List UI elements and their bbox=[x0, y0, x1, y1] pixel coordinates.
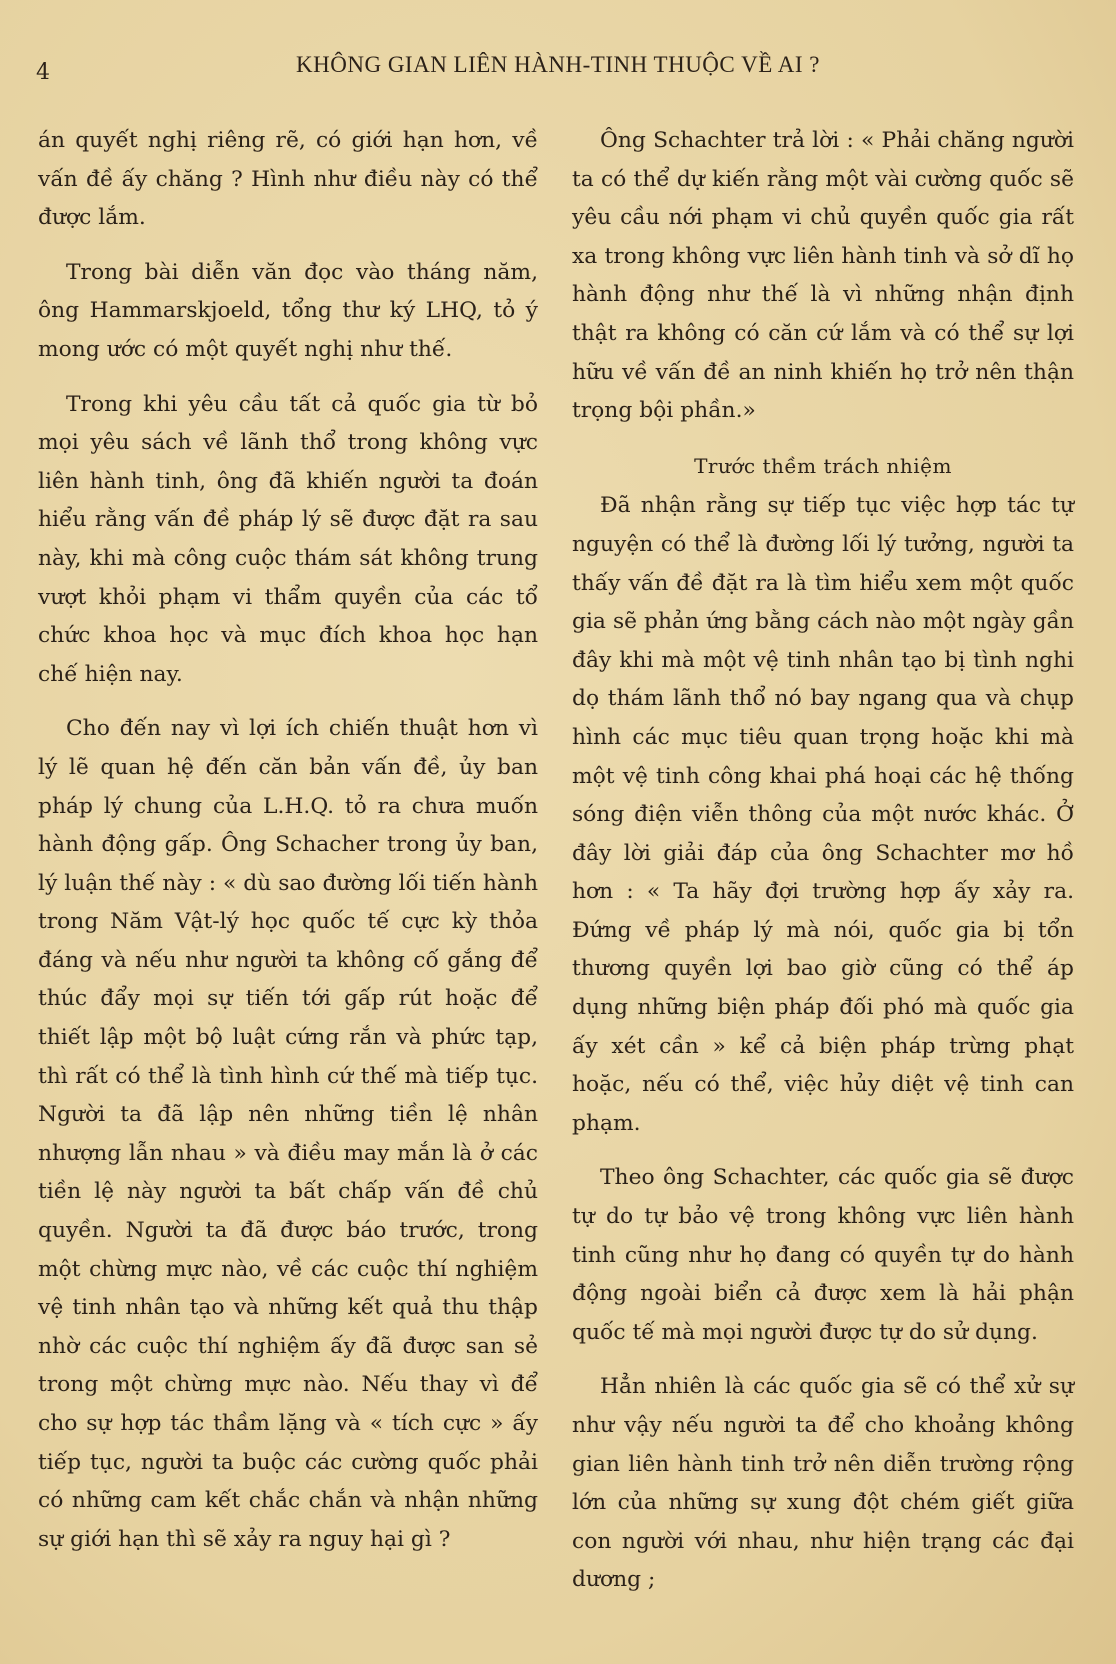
paragraph: Đã nhận rằng sự tiếp tục việc hợp tác tự nguyện có thể là đường lối lý tưởng, người ta thấy vấn đề đặt ra là tìm hiểu xem một quốc gia sẽ phản ứng bằng cách nào một ngày gần đây khi mà một vệ tinh nhân tạo bị tình nghi dọ thám lãnh thổ nó bay ngang qua và chụp hình các mục tiêu quan trọng hoặc khi mà một vệ tinh công khai phá hoại các hệ thống sóng điện viễn thông của một nước khác. Ở đây lời giải đáp của ông Schachter mơ hồ hơn : « Ta hãy đợi trường hợp ấy xảy ra. Đứng về pháp lý mà nói, quốc gia bị tổn thương quyền lợi bao giờ cũng có thể áp dụng những biện pháp đối phó mà quốc gia ấy xét cần » kể cả biện pháp trừng phạt hoặc, nếu có thể, việc hủy diệt vệ tinh can phạm. bbox=[572, 493, 1074, 1136]
paragraph: Cho đến nay vì lợi ích chiến thuật hơn vì lý lẽ quan hệ đến căn bản vấn đề, ủy ban pháp lý chung của L.H.Q. tỏ ra chưa muốn hành động gấp. Ông Schacher trong ủy ban, lý luận thế này : « dù sao đường lối tiến hành trong Năm Vật-lý học quốc tế cực kỳ thỏa đáng và nếu như người ta không cố gắng để thúc đẩy mọi sự tiến tới gấp rút hoặc để thiết lập một bộ luật cứng rắn và phức tạp, thì rất có thể là tình hình cứ thế mà tiếp tục. Người ta đã lập nên những tiền lệ nhân nhượng lẫn nhau » và điều may mắn là ở các tiền lệ này người ta bất chấp vấn đề chủ quyền. Người ta đã được báo trước, trong một chừng mực nào, về các cuộc thí nghiệm vệ tinh nhân tạo và những kết quả thu thập nhờ các cuộc thí nghiệm ấy đã được san sẻ trong một chừng mực nào. Nếu thay vì để cho sự hợp tác thầm lặng và « tích cực » ấy tiếp tục, người ta buộc các cường quốc phải có những cam kết chắc chắn và nhận những sự giới hạn thì sẽ xảy ra nguy hại gì ? bbox=[38, 716, 538, 1552]
paragraph: Theo ông Schachter, các quốc gia sẽ được tự do tự bảo vệ trong không vực liên hành tinh cũng như họ đang có quyền tự do hành động ngoài biển cả được xem là hải phận quốc tế mà mọi người được tự do sử dụng. bbox=[572, 1165, 1074, 1345]
paragraph: Trong khi yêu cầu tất cả quốc gia từ bỏ mọi yêu sách về lãnh thổ trong không vực liên hành tinh, ông đã khiến người ta đoán hiểu rằng vấn đề pháp lý sẽ được đặt ra sau này, khi mà công cuộc thám sát không trung vượt khỏi phạm vi thẩm quyền của các tổ chức khoa học và mục đích khoa học hạn chế hiện nay. bbox=[38, 391, 538, 687]
paragraph: Ông Schachter trả lời : « Phải chăng người ta có thể dự kiến rằng một vài cường quốc sẽ yêu cầu nới phạm vi chủ quyền quốc gia rất xa trong không vực liên hành tinh và sở dĩ họ hành động như thế là vì những nhận định thật ra không có căn cứ lắm và có thể sự lợi hữu về vấn đề an ninh khiến họ trở nên thận trọng bội phần.» bbox=[572, 128, 1074, 424]
right-column bbox=[572, 122, 1074, 1616]
paragraph: Trong bài diễn văn đọc vào tháng năm, ông Hammarskjoeld, tổng thư ký LHQ, tỏ ý mong ước có một quyết nghị như thế. bbox=[38, 259, 538, 362]
page-number: 4 bbox=[36, 60, 50, 85]
paragraph: án quyết nghị riêng rẽ, có giới hạn hơn, về vấn đề ấy chăng ? Hình như điều này có thể được lắm. bbox=[38, 128, 538, 231]
left-column bbox=[38, 122, 538, 1575]
section-subheading: Trước thềm trách nhiệm bbox=[694, 453, 952, 478]
paragraph: Hẳn nhiên là các quốc gia sẽ có thể xử sự như vậy nếu người ta để cho khoảng không gian liên hành tinh trở nên diễn trường rộng lớn của những sự xung đột chém giết giữa con người với nhau, như hiện trạng các đại dương ; bbox=[572, 1374, 1074, 1593]
running-header: KHÔNG GIAN LIÊN HÀNH-TINH THUỘC VỀ AI ? bbox=[296, 52, 820, 77]
